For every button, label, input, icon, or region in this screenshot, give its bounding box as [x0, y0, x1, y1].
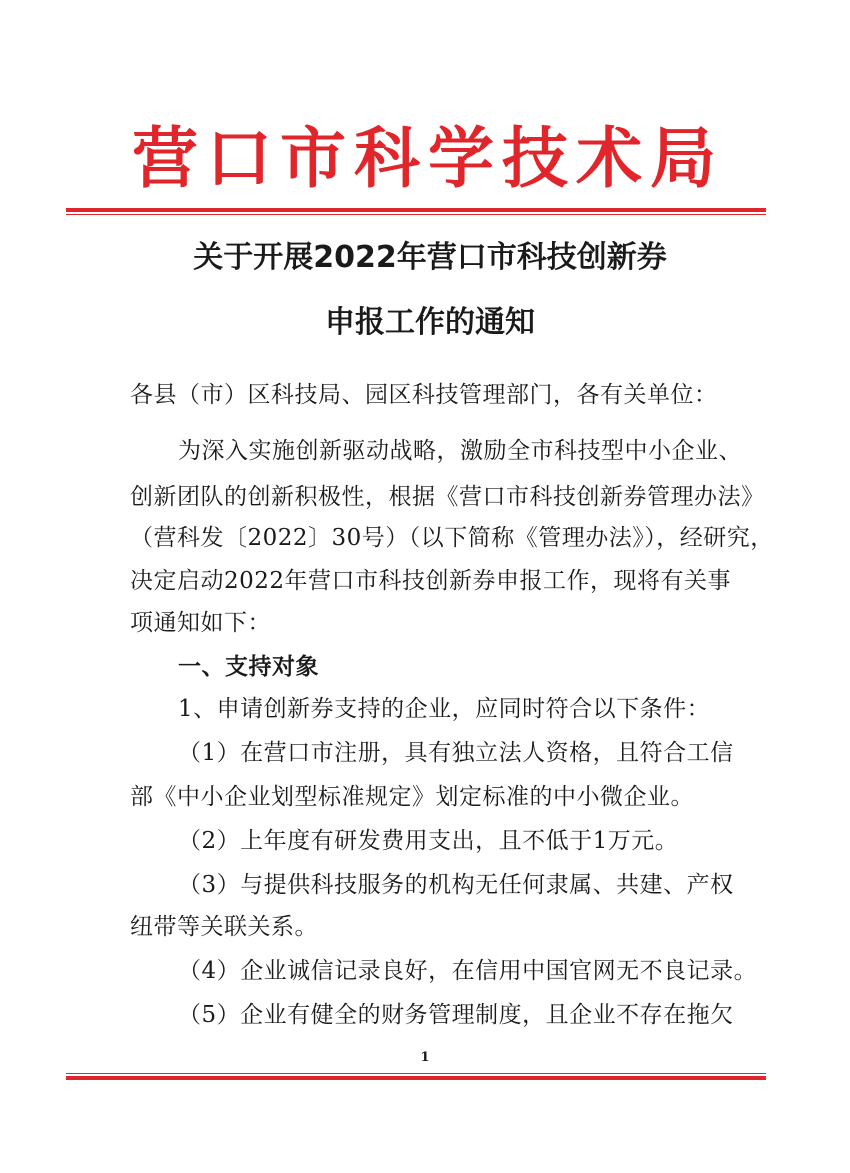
salutation: 各县（市）区科技局、园区科技管理部门，各有关单位：: [130, 382, 718, 408]
condition-1-line-2: 部《中小企业划型标准规定》划定标准的中小微企业。: [130, 784, 694, 810]
intro-line-4: 决定启动2022年营口市科技创新券申报工作，现将有关事: [130, 568, 732, 594]
intro-line-2: 创新团队的创新积极性，根据《营口市科技创新券管理办法》: [130, 484, 765, 510]
intro-line-5: 项通知如下：: [130, 610, 271, 636]
condition-5-line-1: （5）企业有健全的财务管理制度，且企业不存在拖欠: [178, 1002, 734, 1028]
section-heading-support-target: 一、支持对象: [178, 654, 319, 680]
footer-red-rule-thin: [66, 1073, 766, 1074]
organization-letterhead: 营口市科学技术局: [132, 119, 724, 197]
page-number: 1: [420, 1050, 430, 1065]
condition-3-line-2: 纽带等关联关系。: [130, 914, 318, 940]
condition-2: （2）上年度有研发费用支出，且不低于1万元。: [178, 828, 679, 854]
intro-line-1: 为深入实施创新驱动战略，激励全市科技型中小企业、: [178, 438, 742, 464]
document-title-line-2: 申报工作的通知: [325, 305, 535, 340]
header-red-rule-thin: [66, 214, 766, 215]
footer-red-rule-thick: [66, 1076, 766, 1080]
header-red-rule-thick: [66, 208, 766, 212]
item-1: 1、申请创新券支持的企业，应同时符合以下条件：: [178, 696, 711, 722]
intro-line-3: （营科发〔2022〕30号）（以下简称《管理办法》），经研究，: [130, 525, 774, 551]
document-title-line-1: 关于开展2022年营口市科技创新券: [193, 240, 667, 275]
condition-3-line-1: （3）与提供科技服务的机构无任何隶属、共建、产权: [178, 872, 734, 898]
condition-4: （4）企业诚信记录良好，在信用中国官网无不良记录。: [178, 958, 758, 984]
condition-1-line-1: （1）在营口市注册，具有独立法人资格，且符合工信: [178, 740, 734, 766]
